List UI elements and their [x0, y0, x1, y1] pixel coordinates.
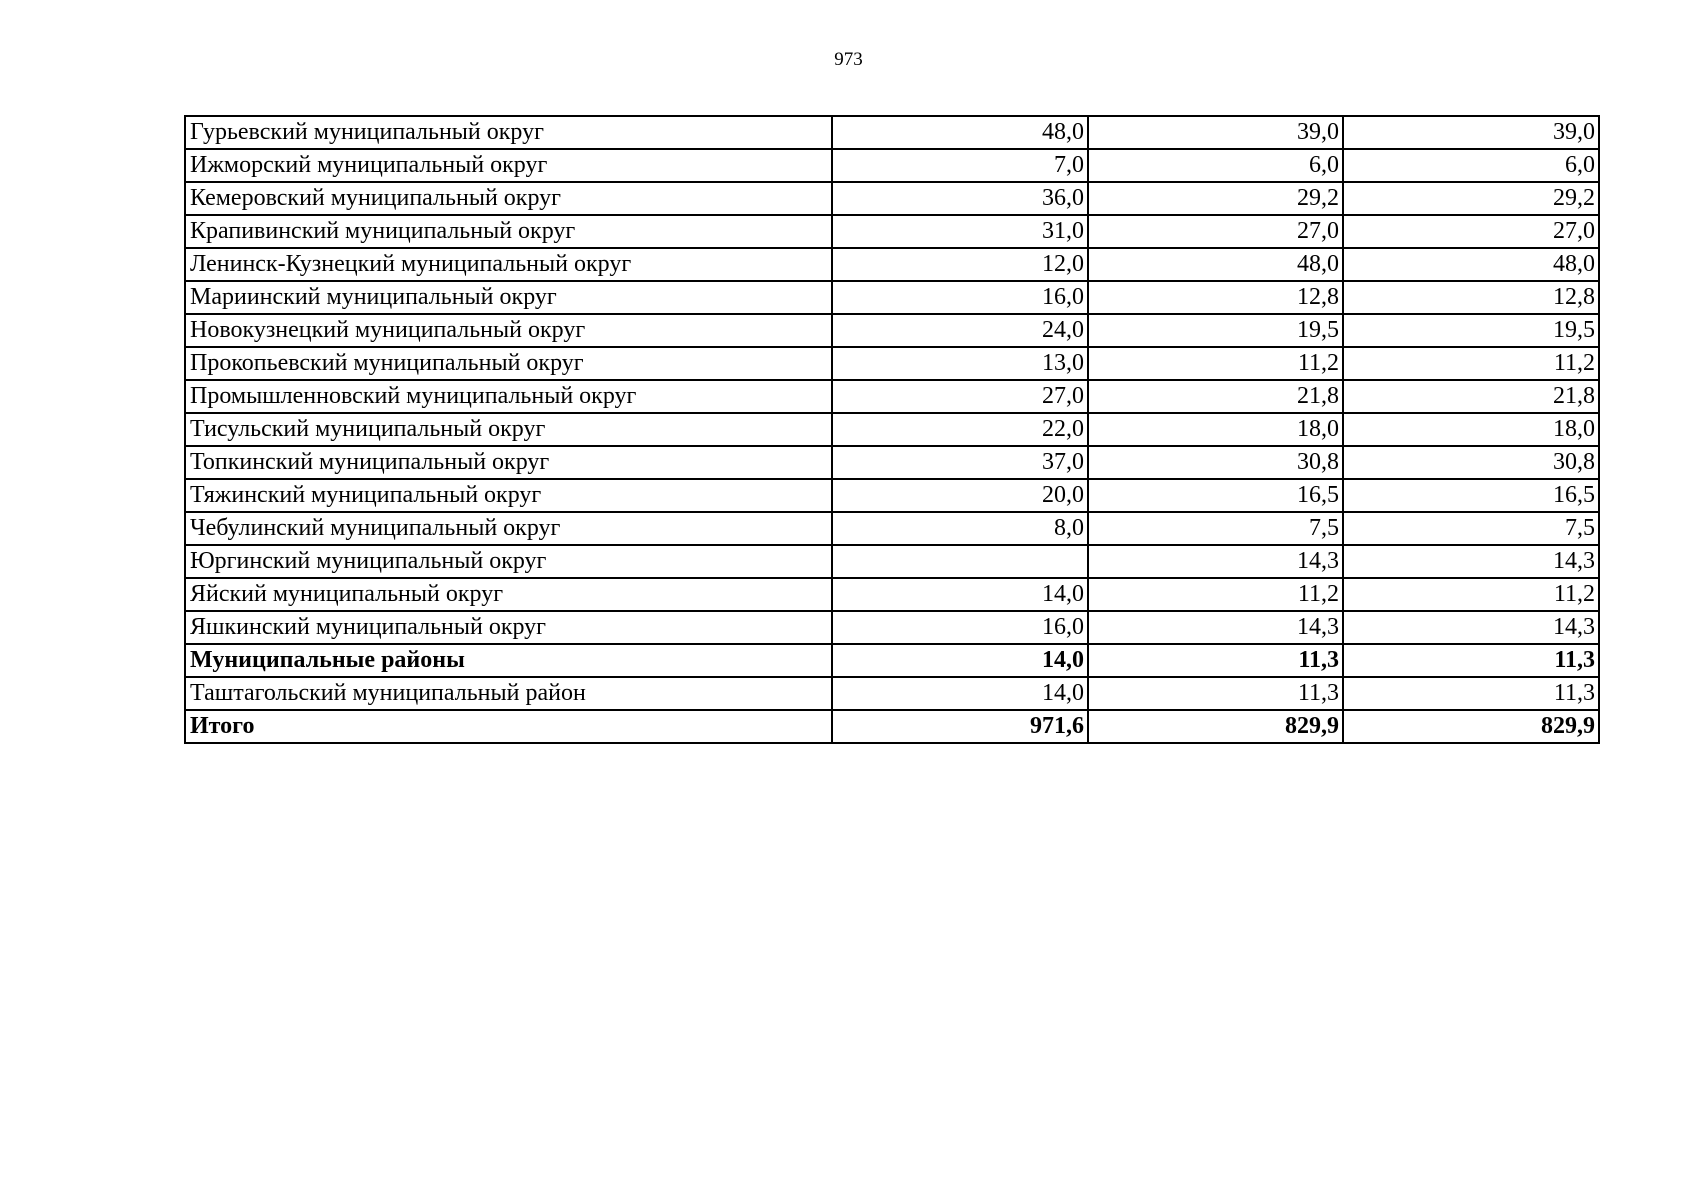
value-cell-1: 31,0: [832, 215, 1088, 248]
value-cell-3: 11,3: [1343, 677, 1599, 710]
value-cell-3: 6,0: [1343, 149, 1599, 182]
value-cell-2: 16,5: [1088, 479, 1343, 512]
value-cell-2: 48,0: [1088, 248, 1343, 281]
row-name-cell: Прокопьевский муниципальный округ: [185, 347, 832, 380]
value-cell-3: 19,5: [1343, 314, 1599, 347]
row-name-cell: Мариинский муниципальный округ: [185, 281, 832, 314]
value-cell-1: 36,0: [832, 182, 1088, 215]
value-cell-1: 13,0: [832, 347, 1088, 380]
value-cell-3: 48,0: [1343, 248, 1599, 281]
value-cell-3: 39,0: [1343, 116, 1599, 149]
row-name-cell: Ленинск-Кузнецкий муниципальный округ: [185, 248, 832, 281]
value-cell-2: 27,0: [1088, 215, 1343, 248]
page-number: 973: [834, 49, 863, 70]
value-cell-3: 21,8: [1343, 380, 1599, 413]
value-cell-3: 27,0: [1343, 215, 1599, 248]
table-row: [185, 413, 1599, 446]
value-cell-2: 39,0: [1088, 116, 1343, 149]
value-cell-3: 7,5: [1343, 512, 1599, 545]
row-name-cell: Кемеровский муниципальный округ: [185, 182, 832, 215]
value-cell-2: 19,5: [1088, 314, 1343, 347]
value-cell-1: 22,0: [832, 413, 1088, 446]
table-row: [185, 512, 1599, 545]
row-name-cell: Тяжинский муниципальный округ: [185, 479, 832, 512]
row-name-cell: Таштагольский муниципальный район: [185, 677, 832, 710]
table-row: [185, 578, 1599, 611]
value-cell-1: 8,0: [832, 512, 1088, 545]
value-cell-1: 24,0: [832, 314, 1088, 347]
row-name-cell: Яшкинский муниципальный округ: [185, 611, 832, 644]
value-cell-3: 30,8: [1343, 446, 1599, 479]
value-cell-2: 18,0: [1088, 413, 1343, 446]
value-cell-2: 14,3: [1088, 545, 1343, 578]
value-cell-3: 829,9: [1343, 710, 1599, 743]
row-name-cell: Тисульский муниципальный округ: [185, 413, 832, 446]
value-cell-1: 37,0: [832, 446, 1088, 479]
value-cell-2: 829,9: [1088, 710, 1343, 743]
value-cell-2: 21,8: [1088, 380, 1343, 413]
row-name-cell: Муниципальные районы: [185, 644, 832, 677]
row-name-cell: Чебулинский муниципальный округ: [185, 512, 832, 545]
table-row: [185, 479, 1599, 512]
row-name-cell: Яйский муниципальный округ: [185, 578, 832, 611]
value-cell-3: 14,3: [1343, 611, 1599, 644]
table-body: [185, 116, 1599, 743]
value-cell-2: 11,3: [1088, 677, 1343, 710]
value-cell-2: 30,8: [1088, 446, 1343, 479]
value-cell-3: 14,3: [1343, 545, 1599, 578]
table-row: [185, 248, 1599, 281]
data-table: [184, 115, 1600, 744]
table-row: [185, 215, 1599, 248]
value-cell-3: 11,3: [1343, 644, 1599, 677]
value-cell-2: 12,8: [1088, 281, 1343, 314]
table-row: [185, 545, 1599, 578]
table-row: [185, 710, 1599, 743]
table-row: [185, 281, 1599, 314]
value-cell-2: 7,5: [1088, 512, 1343, 545]
row-name-cell: Крапивинский муниципальный округ: [185, 215, 832, 248]
value-cell-2: 11,2: [1088, 347, 1343, 380]
value-cell-1: 27,0: [832, 380, 1088, 413]
value-cell-2: 6,0: [1088, 149, 1343, 182]
table-row: [185, 677, 1599, 710]
row-name-cell: Ижморский муниципальный округ: [185, 149, 832, 182]
row-name-cell: Промышленновский муниципальный округ: [185, 380, 832, 413]
value-cell-1: 14,0: [832, 644, 1088, 677]
table-row: [185, 116, 1599, 149]
row-name-cell: Новокузнецкий муниципальный округ: [185, 314, 832, 347]
table-row: [185, 149, 1599, 182]
value-cell-3: 18,0: [1343, 413, 1599, 446]
value-cell-3: 12,8: [1343, 281, 1599, 314]
value-cell-1: 12,0: [832, 248, 1088, 281]
value-cell-1: [832, 545, 1088, 578]
table-row: [185, 380, 1599, 413]
row-name-cell: Итого: [185, 710, 832, 743]
table-row: [185, 182, 1599, 215]
table-row: [185, 314, 1599, 347]
row-name-cell: Гурьевский муниципальный округ: [185, 116, 832, 149]
value-cell-1: 20,0: [832, 479, 1088, 512]
value-cell-1: 971,6: [832, 710, 1088, 743]
value-cell-2: 11,2: [1088, 578, 1343, 611]
value-cell-1: 7,0: [832, 149, 1088, 182]
table-row: [185, 347, 1599, 380]
value-cell-3: 29,2: [1343, 182, 1599, 215]
value-cell-2: 29,2: [1088, 182, 1343, 215]
value-cell-1: 16,0: [832, 611, 1088, 644]
value-cell-1: 16,0: [832, 281, 1088, 314]
value-cell-3: 11,2: [1343, 347, 1599, 380]
value-cell-1: 14,0: [832, 677, 1088, 710]
table-row: [185, 446, 1599, 479]
row-name-cell: Юргинский муниципальный округ: [185, 545, 832, 578]
value-cell-2: 11,3: [1088, 644, 1343, 677]
value-cell-3: 11,2: [1343, 578, 1599, 611]
row-name-cell: Топкинский муниципальный округ: [185, 446, 832, 479]
table-row: [185, 644, 1599, 677]
table-row: [185, 611, 1599, 644]
value-cell-1: 14,0: [832, 578, 1088, 611]
value-cell-1: 48,0: [832, 116, 1088, 149]
value-cell-3: 16,5: [1343, 479, 1599, 512]
value-cell-2: 14,3: [1088, 611, 1343, 644]
